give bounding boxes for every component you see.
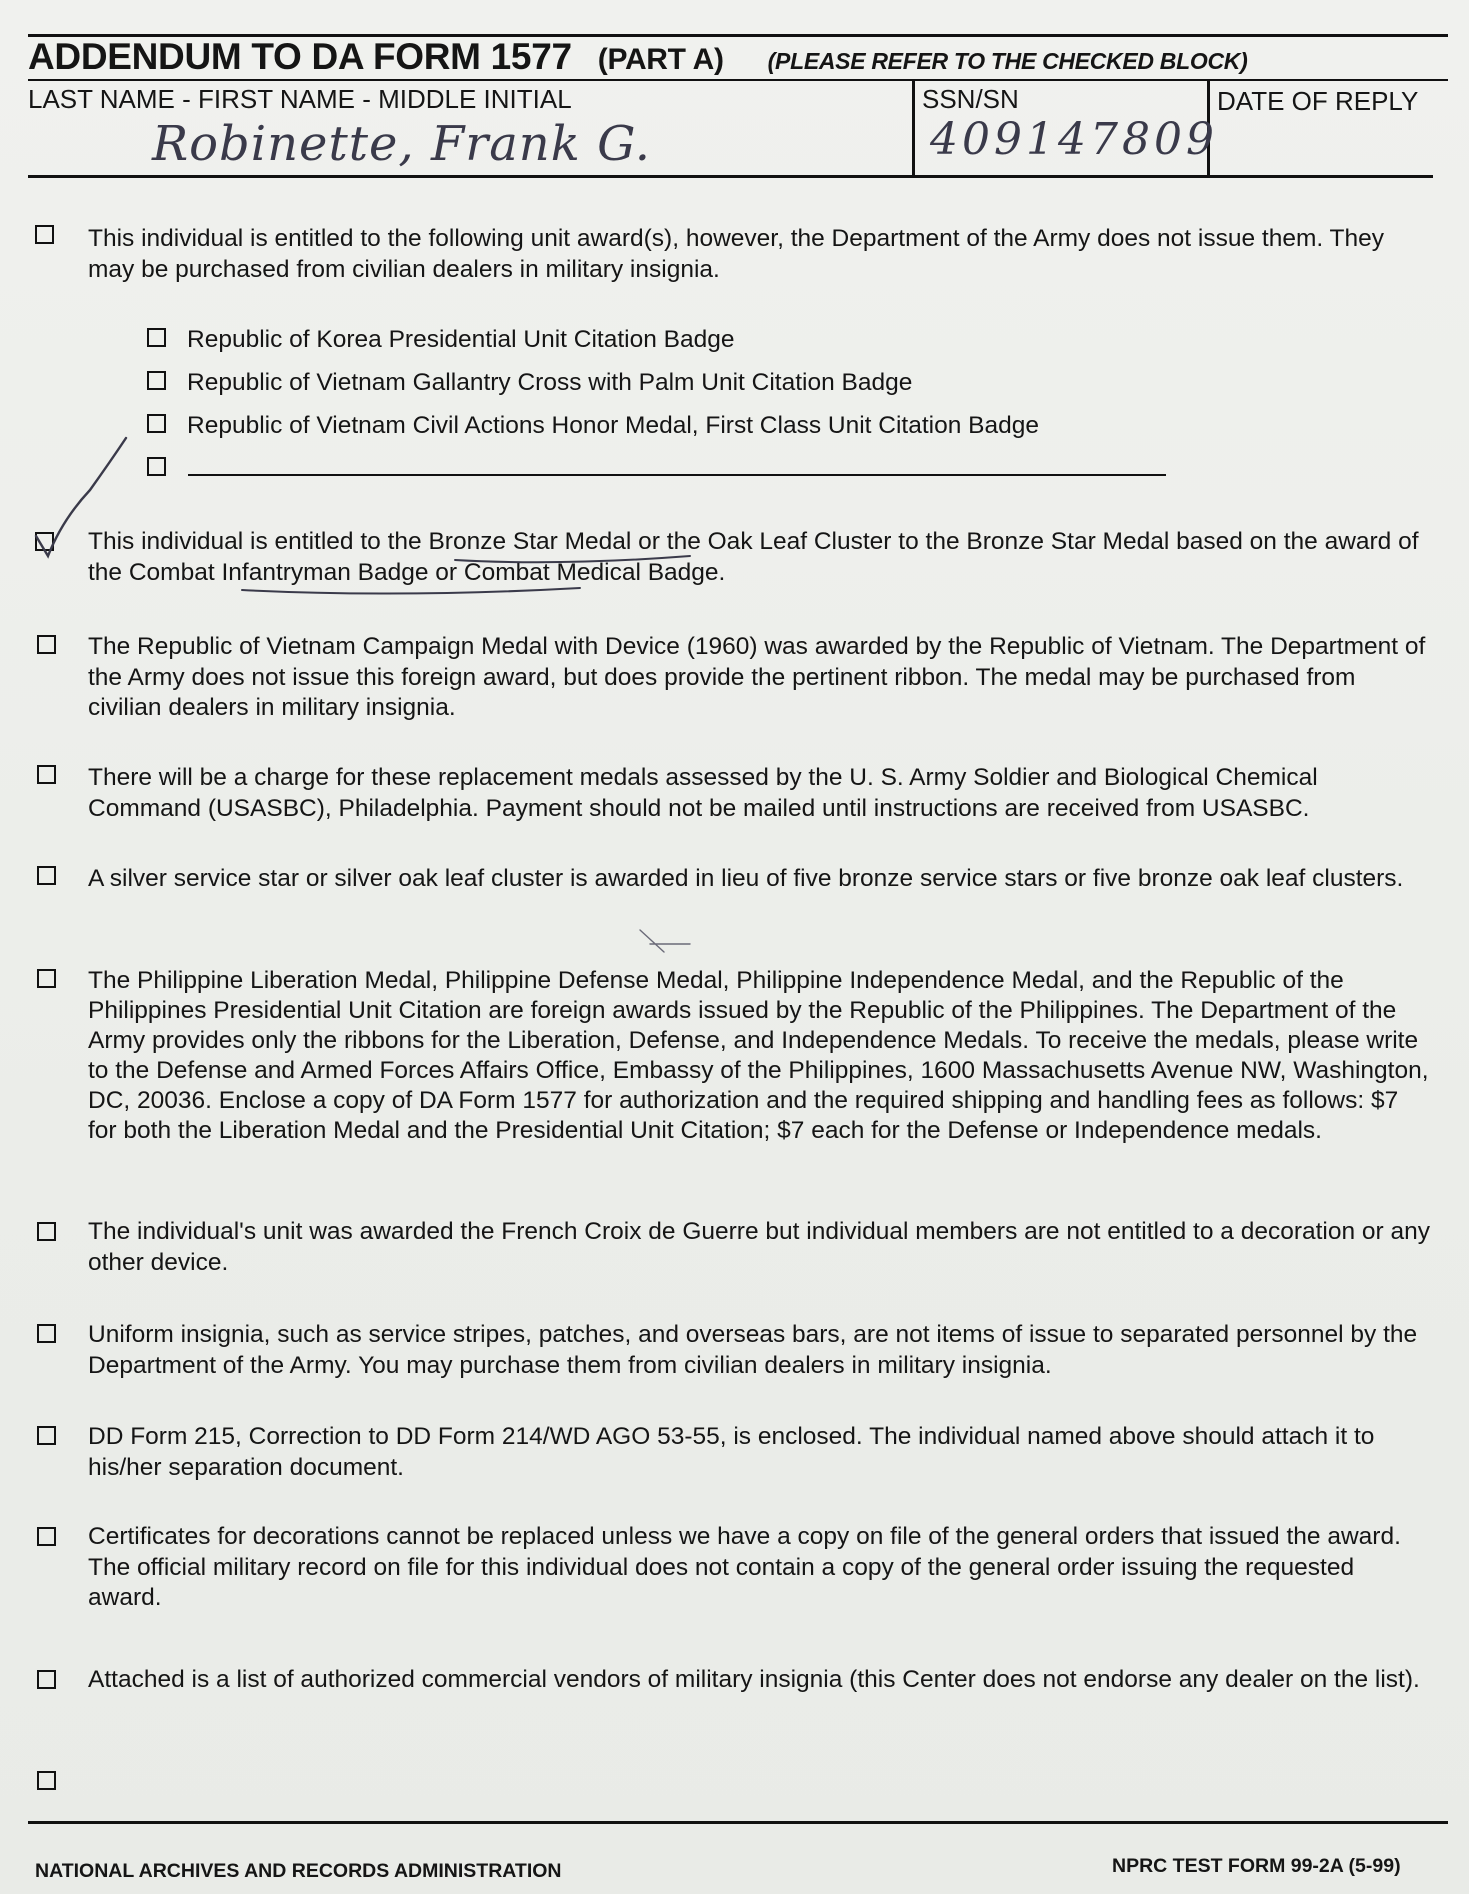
form-title: ADDENDUM TO DA FORM 1577 [28,36,572,77]
dd-form-215-text: DD Form 215, Correction to DD Form 214/WD AGO 53-55, is enclosed. The individual named above should attach it to his/her separation document. [88,1423,1375,1481]
philippine-medals-text: The Philippine Liberation Medal, Philippine Defense Medal, Philippine Independence Medal, and the Republic of the Philippines Presidential Unit Citation are foreign awards issued by the Republic of the Philippines. The Department of the Army provides only the ribbons for the Liberation, Defense, and Independence Medals. To receive the medals, please write to the Defense and Armed Forces Affairs Office, Embassy of the Philippines, 1600 Massachusetts Avenue NW, Washington, DC, 20036. Enclose a copy of DA Form 1577 for authorization and the required shipping and handling fees as follows: $7 for both the Liberation Medal and the Presidential Unit Citation; $7 each for the Defense or Independence medals. [88,967,1429,1144]
korea-puc-label: Republic of Korea Presidential Unit Citation Badge [187,326,735,353]
unit-awards-text: This individual is entitled to the following unit award(s), however, the Department of the Army does not issue them. They may be purchased from civilian dealers in military insignia. [88,225,1384,283]
footer-agency: NATIONAL ARCHIVES AND RECORDS ADMINISTRATION [35,1860,562,1882]
replacement-charge-text: There will be a charge for these replacement medals assessed by the U. S. Army Soldier and Biological Chemical Command (USASBC), Philadelphia. Payment should not be mailed until instructions are received from USASBC. [88,764,1318,822]
bronze-star-underline [455,556,690,562]
cib-underline [242,588,580,594]
bronze-star-text: This individual is entitled to the Bronze Star Medal or the Oak Leaf Cluster to the Bronze Star Medal based on the award of the Combat Infantryman Badge or Combat Medical Badge. [88,528,1419,586]
form-instruction: (PLEASE REFER TO THE CHECKED BLOCK) [767,48,1248,74]
ssn-label: SSN/SN [922,84,1019,114]
silver-star-text: A silver service star or silver oak leaf cluster is awarded in lieu of five bronze service stars or five bronze oak leaf clusters. [88,865,1404,892]
certificates-text: Certificates for decorations cannot be replaced unless we have a copy on file of the general orders that issued the award. The official military record on file for this individual does not contain a copy of the general order issuing the requested award. [88,1523,1401,1611]
uniform-insignia-text: Uniform insignia, such as service stripes, patches, and overseas bars, are not items of issue to separated personnel by the Department of the Army. You may purchase them from civilian dealers in military insignia. [88,1321,1418,1379]
stray-pencil-mark [640,930,690,952]
name-label: LAST NAME - FIRST NAME - MIDDLE INITIAL [28,84,572,114]
name-value[interactable]: Robinette, Frank G. [152,116,651,172]
date-label: DATE OF REPLY [1217,86,1419,116]
form-part: (PART A) [597,43,724,76]
vietnam-gallantry-label: Republic of Vietnam Gallantry Cross with Palm Unit Citation Badge [187,369,913,396]
vietnam-civil-actions-label: Republic of Vietnam Civil Actions Honor Medal, First Class Unit Citation Badge [187,412,1039,439]
vendors-list-text: Attached is a list of authorized commercial vendors of military insignia (this Center does not endorse any dealer on the list). [88,1666,1420,1693]
check-mark-icon [36,438,126,556]
ssn-value[interactable]: 409147809 [930,114,1218,165]
croix-de-guerre-text: The individual's unit was awarded the French Croix de Guerre but individual members are not entitled to a decoration or any other device. [88,1218,1431,1276]
rvn-campaign-text: The Republic of Vietnam Campaign Medal with Device (1960) was awarded by the Republic of Vietnam. The Department of the Army does not issue this foreign award, but does provide the pertinent ribbon. The medal may be purchased from civilian dealers in military insignia. [88,633,1426,721]
footer-form-id: NPRC TEST FORM 99-2A (5-99) [1112,1855,1401,1877]
